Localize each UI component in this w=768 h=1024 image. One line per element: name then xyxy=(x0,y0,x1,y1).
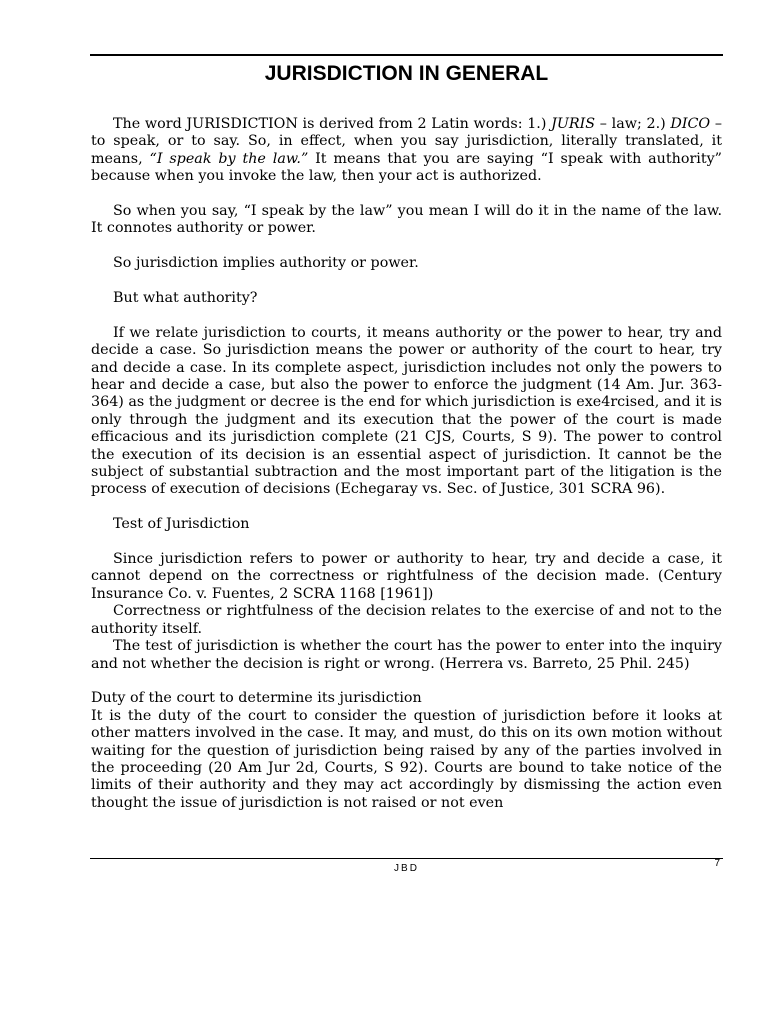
paragraph-rightfulness: Correctness or rightfulness of the decision relates to the exercise of and not to the authority itself. xyxy=(91,603,722,637)
latin-word-juris: JURIS xyxy=(551,116,596,132)
top-rule xyxy=(90,54,723,56)
page-title: JURISDICTION IN GENERAL xyxy=(264,62,549,85)
paragraph-test-definition: The test of jurisdiction is whether the court has the power to enter into the inquiry and not whether the decision is right or wrong. (Herrera vs. Barreto, 25 Phil. 245) xyxy=(91,638,722,672)
paragraph-etymology-text-3: – to speak, or to say. So, in effect, when you say jurisdiction, literally translated, it means, xyxy=(91,116,722,167)
paragraph-etymology-text-2: – law; 2.) xyxy=(595,116,671,132)
paragraph-etymology-text-1: The word JURISDICTION is derived from 2 Latin words: 1.) xyxy=(113,116,552,132)
paragraph-implies-authority: So jurisdiction implies authority or power. xyxy=(113,255,419,272)
paragraph-speak-by-law: So when you say, “I speak by the law” you mean I will do it in the name of the law. It connotes authority or power. xyxy=(91,203,722,237)
footer-rule xyxy=(90,858,723,859)
document-body xyxy=(91,116,722,812)
latin-word-dico: DICO xyxy=(670,116,711,132)
paragraph-etymology xyxy=(91,116,722,186)
translation-quote: “I speak by the law.” xyxy=(149,150,309,167)
paragraph-duty-of-court: It is the duty of the court to consider the question of jurisdiction before it looks at other matters involved in the case. It may, and must, do this on its own motion without waiting for the question of jurisdiction being raised by any of the parties involved in the proceeding (20 Am Jur 2d, Courts, S 92). Courts are bound to take notice of the limits of their authority and they may act accordingly by dismissing the action even thought the issue of jurisdiction is not raised or not even xyxy=(91,707,722,811)
paragraph-what-authority: But what authority? xyxy=(113,290,258,307)
subheading-duty-of-court: Duty of the court to determine its jurisdiction xyxy=(91,690,422,707)
paragraph-etymology-text-4: It means that you are saying “I speak with authority” because when you invoke the law, then your act is authorized. xyxy=(91,150,722,185)
paragraph-test-correctness: Since jurisdiction refers to power or authority to hear, try and decide a case, it cannot depend on the correctness or rightfulness of the decision made. (Century Insurance Co. v. Fuentes, 2 SCRA 1168 [1961]) xyxy=(91,551,722,602)
paragraph-courts-power: If we relate jurisdiction to courts, it means authority or the power to hear, try and decide a case. So jurisdiction means the power or authority of the court to hear, try and decide a case. In its complete aspect, jurisdiction includes not only the powers to hear and decide a case, but also the power to enforce the judgment (14 Am. Jur. 363-364) as the judgment or decree is the end for which jurisdiction is exe4rcised, and it is only through the judgment and its execution that the power of the court is made efficacious and its jurisdiction complete (21 CJS, Courts, S 9). The power to control the execution of its decision is an essential aspect of jurisdiction. It cannot be the subject of substantial subtraction and the most important part of the litigation is the process of execution of decisions (Echegaray vs. Sec. of Justice, 301 SCRA 96). xyxy=(91,324,722,498)
page-number: 7 xyxy=(714,858,720,869)
footer-initials: JBD xyxy=(394,863,419,874)
subheading-test-of-jurisdiction: Test of Jurisdiction xyxy=(113,516,250,533)
